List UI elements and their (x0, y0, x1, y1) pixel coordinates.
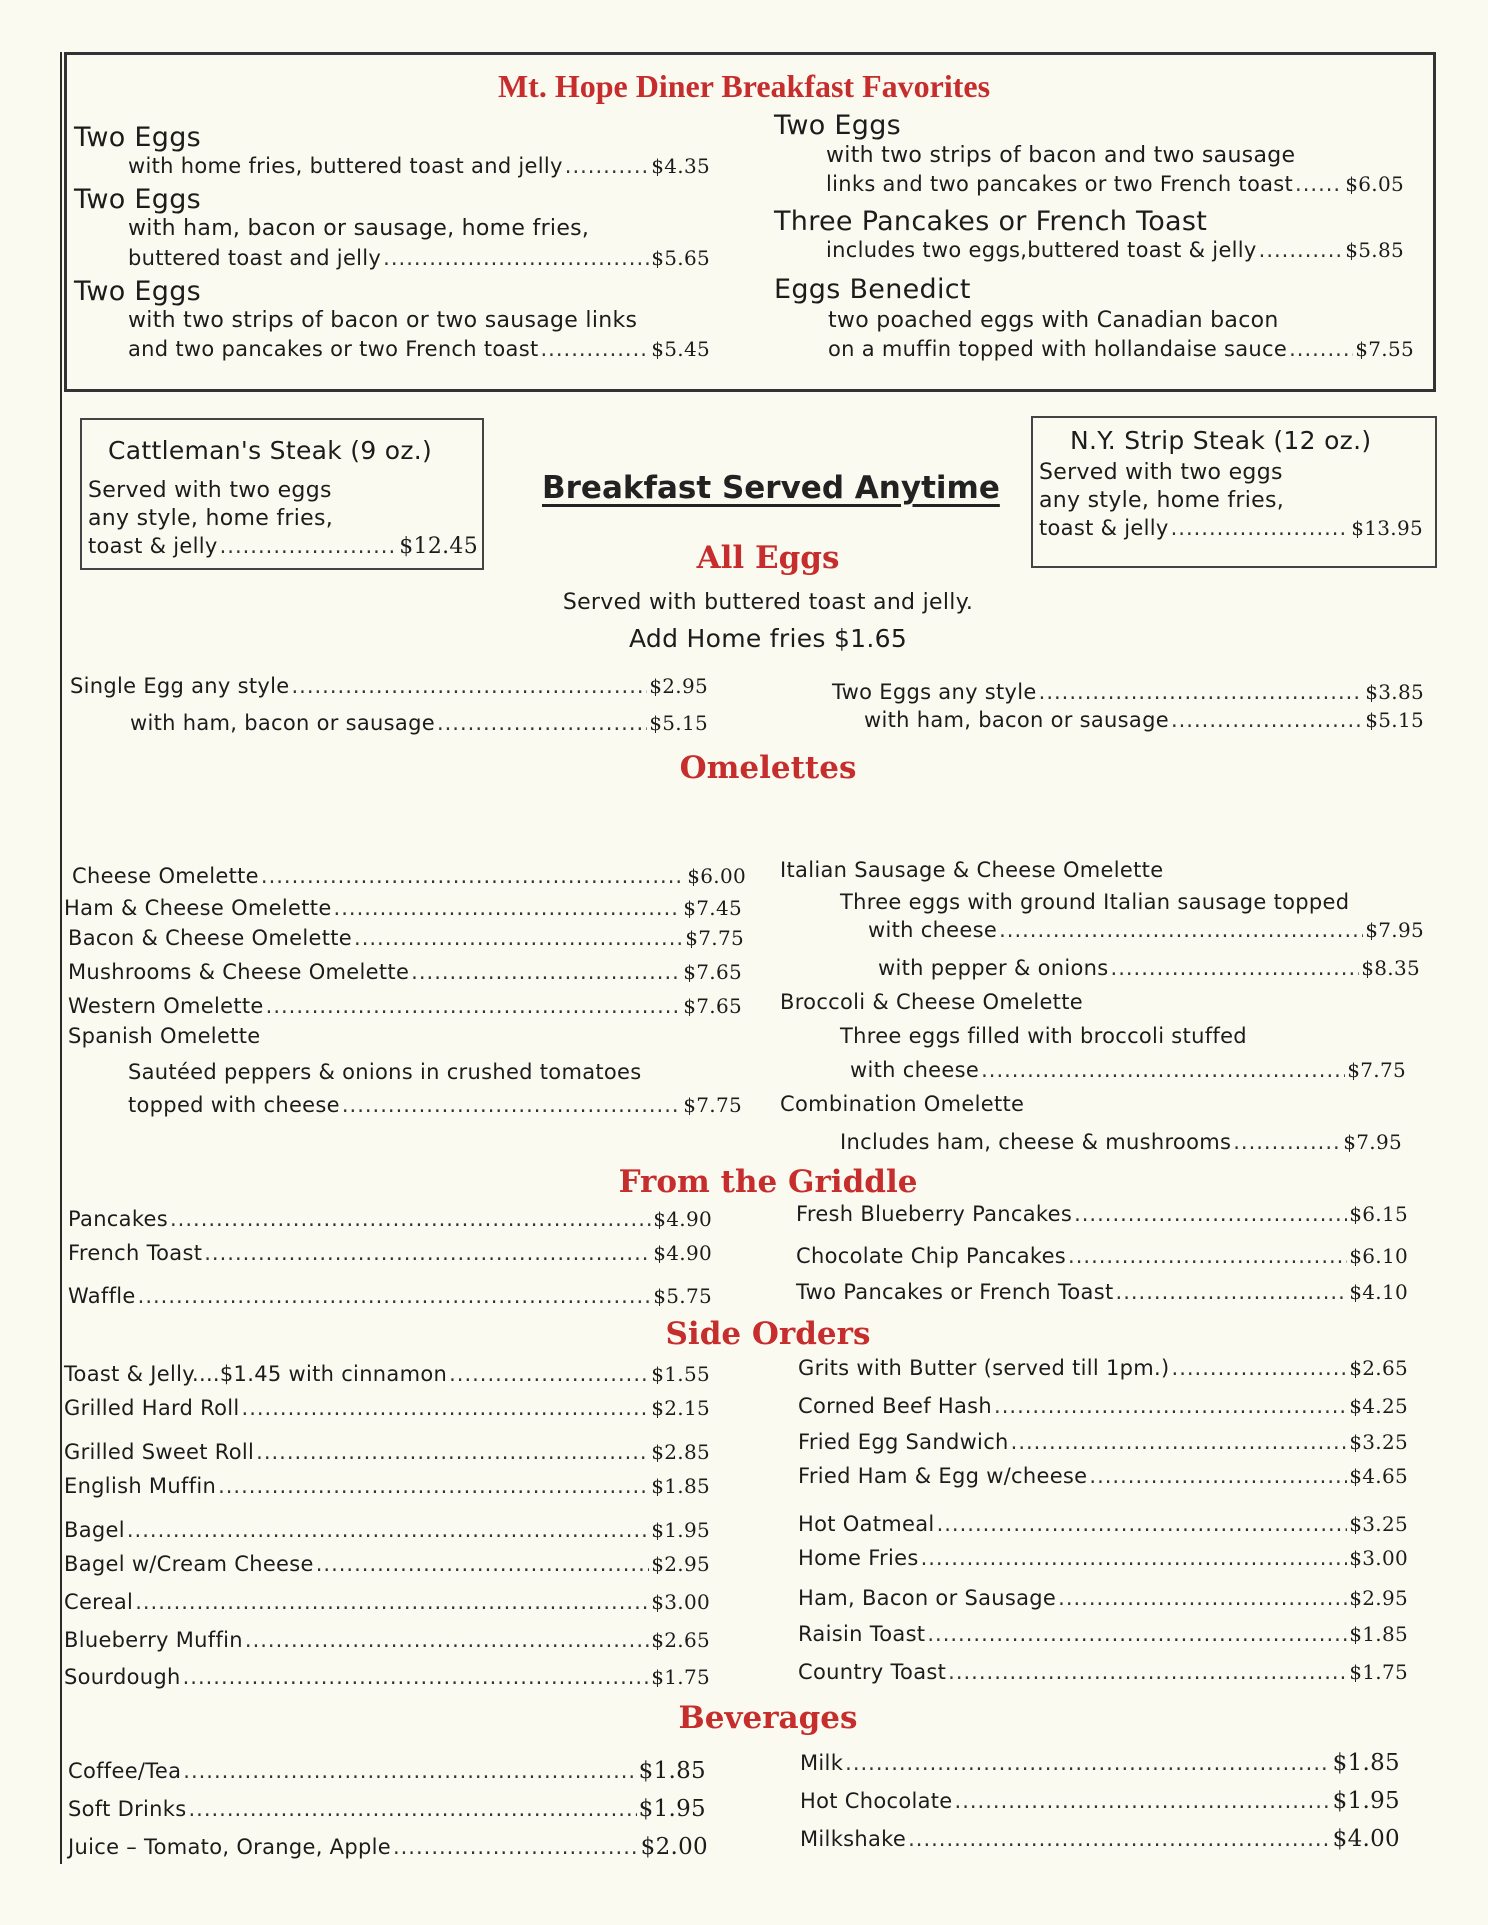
side-order-name: Hot Oatmeal (798, 1512, 935, 1536)
side-order-name: English Muffin (64, 1474, 217, 1498)
side-order-price: $2.95 (1349, 1586, 1408, 1610)
all-eggs-note2: Add Home fries $1.65 (628, 624, 908, 653)
side-order-price: $3.00 (651, 1590, 710, 1614)
griddle-left-3: Waffle ..... $5.75 (68, 1284, 712, 1308)
fav-left-3-price: $5.45 (651, 337, 710, 361)
fav-right-3-line1: two poached eggs with Canadian bacon (828, 308, 1279, 333)
combination-omelette-name: Combination Omelette (780, 1092, 1025, 1116)
side-order-right-3 (798, 1430, 1408, 1454)
side-order-name: Grits with Butter (served till 1pm.) (798, 1356, 1170, 1380)
side-order-price: $1.55 (651, 1362, 710, 1386)
side-orders-title: Side Orders (665, 1316, 871, 1352)
spanish-omelette-line2: topped with cheese ..... $7.75 (128, 1093, 742, 1117)
fav-left-2-name: Two Eggs (74, 184, 202, 215)
favorites-title: Mt. Hope Diner Breakfast Favorites (497, 68, 991, 104)
fav-left-2-price: $5.65 (651, 246, 710, 270)
fav-right-1-line2: links and two pancakes or two French toast ..... $6.05 (826, 172, 1404, 196)
beverage-left-1: Coffee/Tea ..... $1.85 (68, 1758, 706, 1784)
single-egg-ham-row: with ham, bacon or sausage ..... $5.15 (130, 711, 708, 735)
omelette-left-4: Mushrooms & Cheese Omelette ..... $7.65 (68, 960, 742, 984)
nystrip-line1: Served with two eggs (1039, 460, 1283, 485)
side-order-name: Grilled Hard Roll (64, 1396, 240, 1420)
breakfast-anytime-heading: Breakfast Served Anytime (542, 470, 1000, 506)
side-order-price: $1.75 (651, 1665, 710, 1689)
side-order-price: $2.65 (651, 1628, 710, 1652)
side-order-right-5 (798, 1512, 1408, 1536)
side-order-right-6 (798, 1546, 1408, 1570)
omelette-left-5: Western Omelette ..... $7.65 (68, 994, 742, 1018)
side-order-left-5 (64, 1518, 710, 1542)
griddle-right-1: Fresh Blueberry Pancakes ..... $6.15 (796, 1202, 1408, 1226)
fav-right-2-price: $5.85 (1345, 238, 1404, 262)
side-order-price: $4.65 (1349, 1464, 1408, 1488)
side-order-name: Bagel w/Cream Cheese (64, 1552, 314, 1576)
cattleman-line1: Served with two eggs (88, 478, 332, 503)
fav-right-1-price: $6.05 (1345, 172, 1404, 196)
side-order-right-4 (798, 1464, 1408, 1488)
side-order-price: $2.95 (651, 1552, 710, 1576)
fav-left-3-name: Two Eggs (74, 276, 202, 307)
page-margin-rule (60, 52, 62, 1864)
omelette-left-1: Cheese Omelette ..... $6.00 (72, 864, 746, 888)
side-order-price: $2.85 (651, 1440, 710, 1464)
all-eggs-title: All Eggs (696, 540, 840, 576)
fav-right-2-line1: includes two eggs,buttered toast & jelly ..... $5.85 (826, 238, 1404, 262)
beverage-left-2: Soft Drinks ..... $1.95 (68, 1796, 706, 1822)
side-order-left-9 (64, 1665, 710, 1689)
side-order-price: $1.85 (1349, 1622, 1408, 1646)
fav-left-1-price: $4.35 (651, 154, 710, 178)
omelette-left-3: Bacon & Cheese Omelette ..... $7.75 (68, 926, 744, 950)
side-order-price: $1.95 (651, 1518, 710, 1542)
side-order-right-1 (798, 1356, 1408, 1380)
italian-omelette-line1: Three eggs with ground Italian sausage topped (840, 890, 1350, 914)
fav-left-2-line2: buttered toast and jelly ..... $5.65 (128, 246, 710, 270)
cattleman-line3: toast & jelly ..... $12.45 (88, 534, 478, 559)
fav-left-3-line1: with two strips of bacon or two sausage links (128, 308, 638, 333)
fav-left-1-line: with home fries, buttered toast and jelly ..... $4.35 (128, 154, 710, 178)
beverage-right-2: Hot Chocolate ..... $1.95 (800, 1788, 1400, 1814)
combination-omelette-line1: Includes ham, cheese & mushrooms ..... $7.95 (840, 1130, 1402, 1154)
nystrip-price: $13.95 (1351, 516, 1423, 540)
fav-left-1-name: Two Eggs (74, 122, 202, 153)
side-order-right-9 (798, 1660, 1408, 1684)
side-order-price: $3.00 (1349, 1546, 1408, 1570)
side-order-name: Toast & Jelly....$1.45 with cinnamon (64, 1362, 448, 1386)
side-order-name: Bagel (64, 1518, 125, 1542)
side-order-price: $2.65 (1349, 1356, 1408, 1380)
side-order-name: Fried Egg Sandwich (798, 1430, 1009, 1454)
side-order-name: Country Toast (798, 1660, 947, 1684)
side-order-price: $3.25 (1349, 1512, 1408, 1536)
single-egg-row: Single Egg any style ..... $2.95 (70, 674, 708, 698)
beverage-right-3: Milkshake ..... $4.00 (800, 1826, 1400, 1852)
fav-right-1-line1: with two strips of bacon and two sausage (826, 143, 1296, 168)
side-order-right-8 (798, 1622, 1408, 1646)
griddle-left-2: French Toast ..... $4.90 (68, 1241, 712, 1265)
beverages-title: Beverages (678, 1700, 858, 1736)
side-order-right-7 (798, 1586, 1408, 1610)
side-order-name: Cereal (64, 1590, 134, 1614)
nystrip-line3: toast & jelly ..... $13.95 (1039, 516, 1423, 540)
omelettes-title: Omelettes (679, 750, 857, 786)
side-order-name: Corned Beef Hash (798, 1394, 993, 1418)
side-order-name: Sourdough (64, 1665, 181, 1689)
omelette-left-2: Ham & Cheese Omelette ..... $7.45 (64, 896, 742, 920)
cattleman-title: Cattleman's Steak (9 oz.) (108, 436, 433, 465)
fav-right-3-price: $7.55 (1355, 337, 1414, 361)
side-order-left-7 (64, 1590, 710, 1614)
side-order-name: Home Fries (798, 1546, 919, 1570)
fav-left-2-line1: with ham, bacon or sausage, home fries, (128, 216, 590, 241)
cattleman-line2: any style, home fries, (88, 506, 334, 531)
italian-omelette-extra: with pepper & onions ..... $8.35 (878, 956, 1420, 980)
cattleman-price: $12.45 (399, 534, 478, 559)
broccoli-omelette-line1: Three eggs filled with broccoli stuffed (840, 1024, 1247, 1048)
italian-omelette-name: Italian Sausage & Cheese Omelette (780, 858, 1164, 882)
fav-right-2-name: Three Pancakes or French Toast (774, 206, 1208, 237)
side-order-name: Grilled Sweet Roll (64, 1440, 255, 1464)
fav-right-1-name: Two Eggs (774, 110, 902, 141)
all-eggs-note1: Served with buttered toast and jelly. (562, 590, 974, 615)
nystrip-title: N.Y. Strip Steak (12 oz.) (1070, 426, 1372, 455)
side-order-price: $2.15 (651, 1396, 710, 1420)
broccoli-omelette-line2: with cheese ..... $7.75 (850, 1058, 1406, 1082)
griddle-title: From the Griddle (618, 1164, 918, 1200)
two-eggs-ham-row: with ham, bacon or sausage ..... $5.15 (864, 708, 1424, 732)
side-order-left-4 (64, 1474, 710, 1498)
griddle-right-2: Chocolate Chip Pancakes ..... $6.10 (796, 1244, 1408, 1268)
side-order-left-6 (64, 1552, 710, 1576)
side-order-left-1 (64, 1362, 710, 1386)
side-order-price: $1.85 (651, 1474, 710, 1498)
spanish-omelette-name: Spanish Omelette (68, 1024, 261, 1048)
italian-omelette-line2: with cheese ..... $7.95 (868, 918, 1424, 942)
fav-left-3-line2: and two pancakes or two French toast ..... $5.45 (128, 337, 710, 361)
side-order-left-2 (64, 1396, 710, 1420)
fav-right-3-name: Eggs Benedict (774, 274, 971, 305)
side-order-name: Fried Ham & Egg w/cheese (798, 1464, 1088, 1488)
side-order-price: $4.25 (1349, 1394, 1408, 1418)
fav-right-3-line2: on a muffin topped with hollandaise sauce ..... $7.55 (828, 337, 1414, 361)
griddle-left-1: Pancakes ..... $4.90 (68, 1207, 712, 1231)
side-order-name: Ham, Bacon or Sausage (798, 1586, 1057, 1610)
side-order-left-8 (64, 1628, 710, 1652)
broccoli-omelette-name: Broccoli & Cheese Omelette (780, 990, 1083, 1014)
side-order-right-2 (798, 1394, 1408, 1418)
nystrip-line2: any style, home fries, (1039, 488, 1285, 513)
side-order-left-3 (64, 1440, 710, 1464)
beverage-right-1: Milk ..... $1.85 (800, 1750, 1400, 1776)
side-order-price: $3.25 (1349, 1430, 1408, 1454)
two-eggs-row: Two Eggs any style ..... $3.85 (832, 680, 1424, 704)
side-order-name: Raisin Toast (798, 1622, 926, 1646)
beverage-left-3: Juice – Tomato, Orange, Apple ..... $2.00 (68, 1834, 708, 1860)
griddle-right-3: Two Pancakes or French Toast ..... $4.10 (796, 1280, 1408, 1304)
spanish-omelette-line1: Sautéed peppers & onions in crushed tomatoes (128, 1060, 642, 1084)
side-order-price: $1.75 (1349, 1660, 1408, 1684)
side-order-name: Blueberry Muffin (64, 1628, 243, 1652)
